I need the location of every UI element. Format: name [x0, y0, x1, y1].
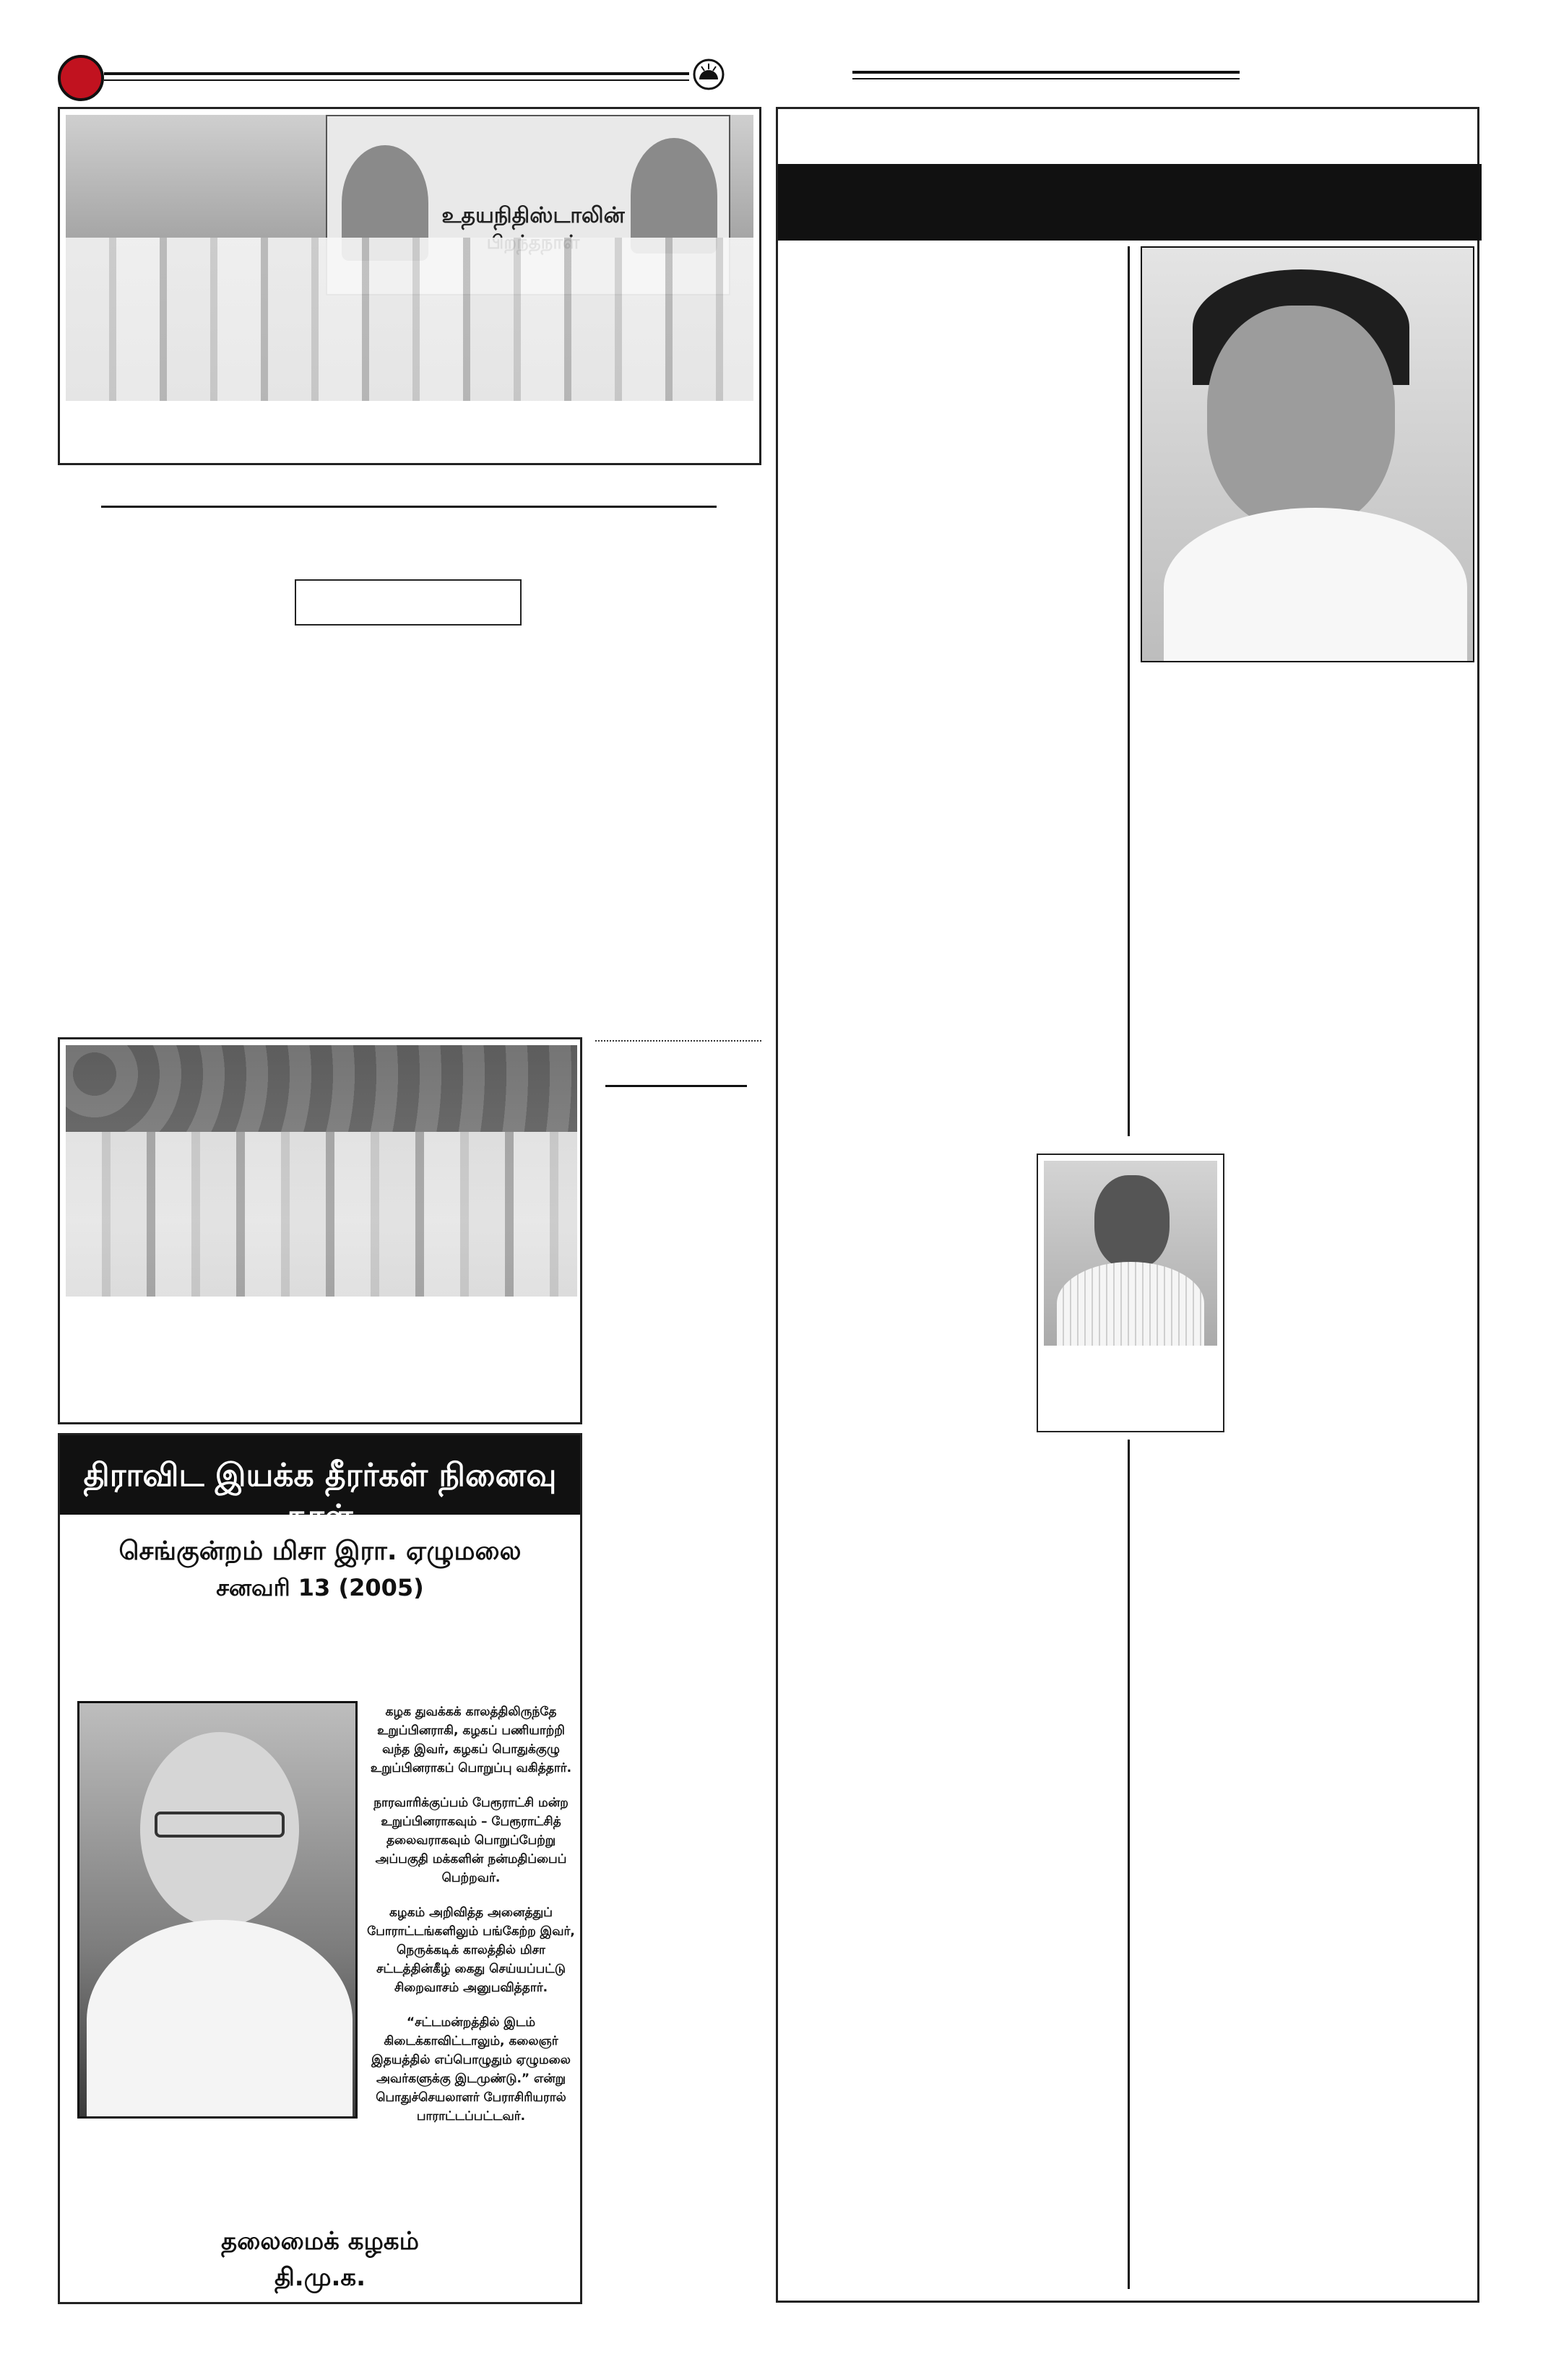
contributor-photo-box [1037, 1154, 1224, 1432]
trees-silhouette [66, 1045, 577, 1132]
rising-sun-emblem-icon [692, 58, 725, 91]
contributor-photo [1044, 1161, 1217, 1346]
header-rule-right [852, 71, 1240, 74]
contributor-shirt [1057, 1262, 1204, 1346]
memorial-portrait [77, 1701, 358, 2119]
caption-box [295, 579, 522, 626]
column-divider-upper [1128, 246, 1130, 1136]
feature-box [776, 107, 1479, 2303]
memorial-name: செங்குன்றம் மிசா இரா. ஏழுமலை [118, 1536, 522, 1566]
portrait-glasses [155, 1812, 285, 1838]
bio-paragraph: நாரவாரிக்குப்பம் பேரூராட்சி மன்ற உறுப்பினராகவும் – பேரூராட்சித் தலைவராகவும் பொறுப்பேற்று அப்பகுதி மக்களின் நன்மதிப்பைப் பெற்றவர். [373, 1796, 569, 1885]
second-photo-box [58, 1037, 582, 1424]
banner-title: உதயநிதிஸ்டாலின் [441, 203, 625, 228]
bio-paragraph: கழகம் அறிவித்த அனைத்துப் போராட்டங்களிலும் பங்கேற்ற இவர், நெருக்கடிக் காலத்தில் மிசா சட்டத்தின்கீழ் கைது செய்யப்பட்டு சிறைவாசம் அனுபவித்தார். [367, 1905, 575, 1995]
header-rule-left-thin [104, 79, 689, 81]
leader-portrait [1141, 246, 1474, 662]
memorial-footer-line2: தி.மு.க. [274, 2263, 366, 2292]
feature-heading-bar [778, 164, 1482, 241]
portrait-body [87, 1920, 353, 2119]
people-silhouette [66, 1132, 577, 1297]
contributor-face [1094, 1175, 1170, 1269]
short-rule [605, 1085, 747, 1087]
top-photo-box [58, 107, 761, 465]
article-rule-left [101, 506, 717, 508]
dotted-separator [595, 1040, 761, 1042]
bio-paragraph: “சட்டமன்றத்தில் இடம் கிடைக்காவிட்டாலும், கலைஞர் இதயத்தில் எப்பொழுதும் ஏழுமலை அவர்களுக்கு இடமுண்டு.” என்று பொதுச்செயலாளர் பேராசிரியரால் பாராட்டப்பட்டவர். [371, 2015, 571, 2124]
memorial-footer-line1: தலைமைக் கழகம் [221, 2227, 419, 2256]
crowd-silhouette [66, 238, 753, 401]
memorial-heading: திராவிட இயக்க தீரர்கள் நினைவு நாள் [83, 1457, 557, 1535]
memorial-bio [366, 1702, 576, 2142]
page-marker [58, 55, 104, 101]
memorial-box [58, 1433, 582, 2304]
memorial-date: சனவரி 13 (2005) [216, 1574, 424, 1601]
header-rule-left [104, 72, 689, 75]
bio-paragraph: கழக துவக்கக் காலத்திலிருந்தே உறுப்பினராகி, கழகப் பணியாற்றி வந்த இவர், கழகப் பொதுக்குழு உறுப்பினராகப் பொறுப்பு வகித்தார். [370, 1705, 572, 1775]
header-rule-right-thin [852, 78, 1240, 79]
portrait-shirt [1164, 508, 1467, 662]
banner-portrait-right [631, 138, 717, 254]
column-divider-lower [1128, 1440, 1130, 2289]
portrait-face [1207, 306, 1395, 529]
top-photo [66, 115, 753, 401]
cricket-photo [66, 1045, 577, 1297]
memorial-heading-bar [60, 1435, 580, 1535]
